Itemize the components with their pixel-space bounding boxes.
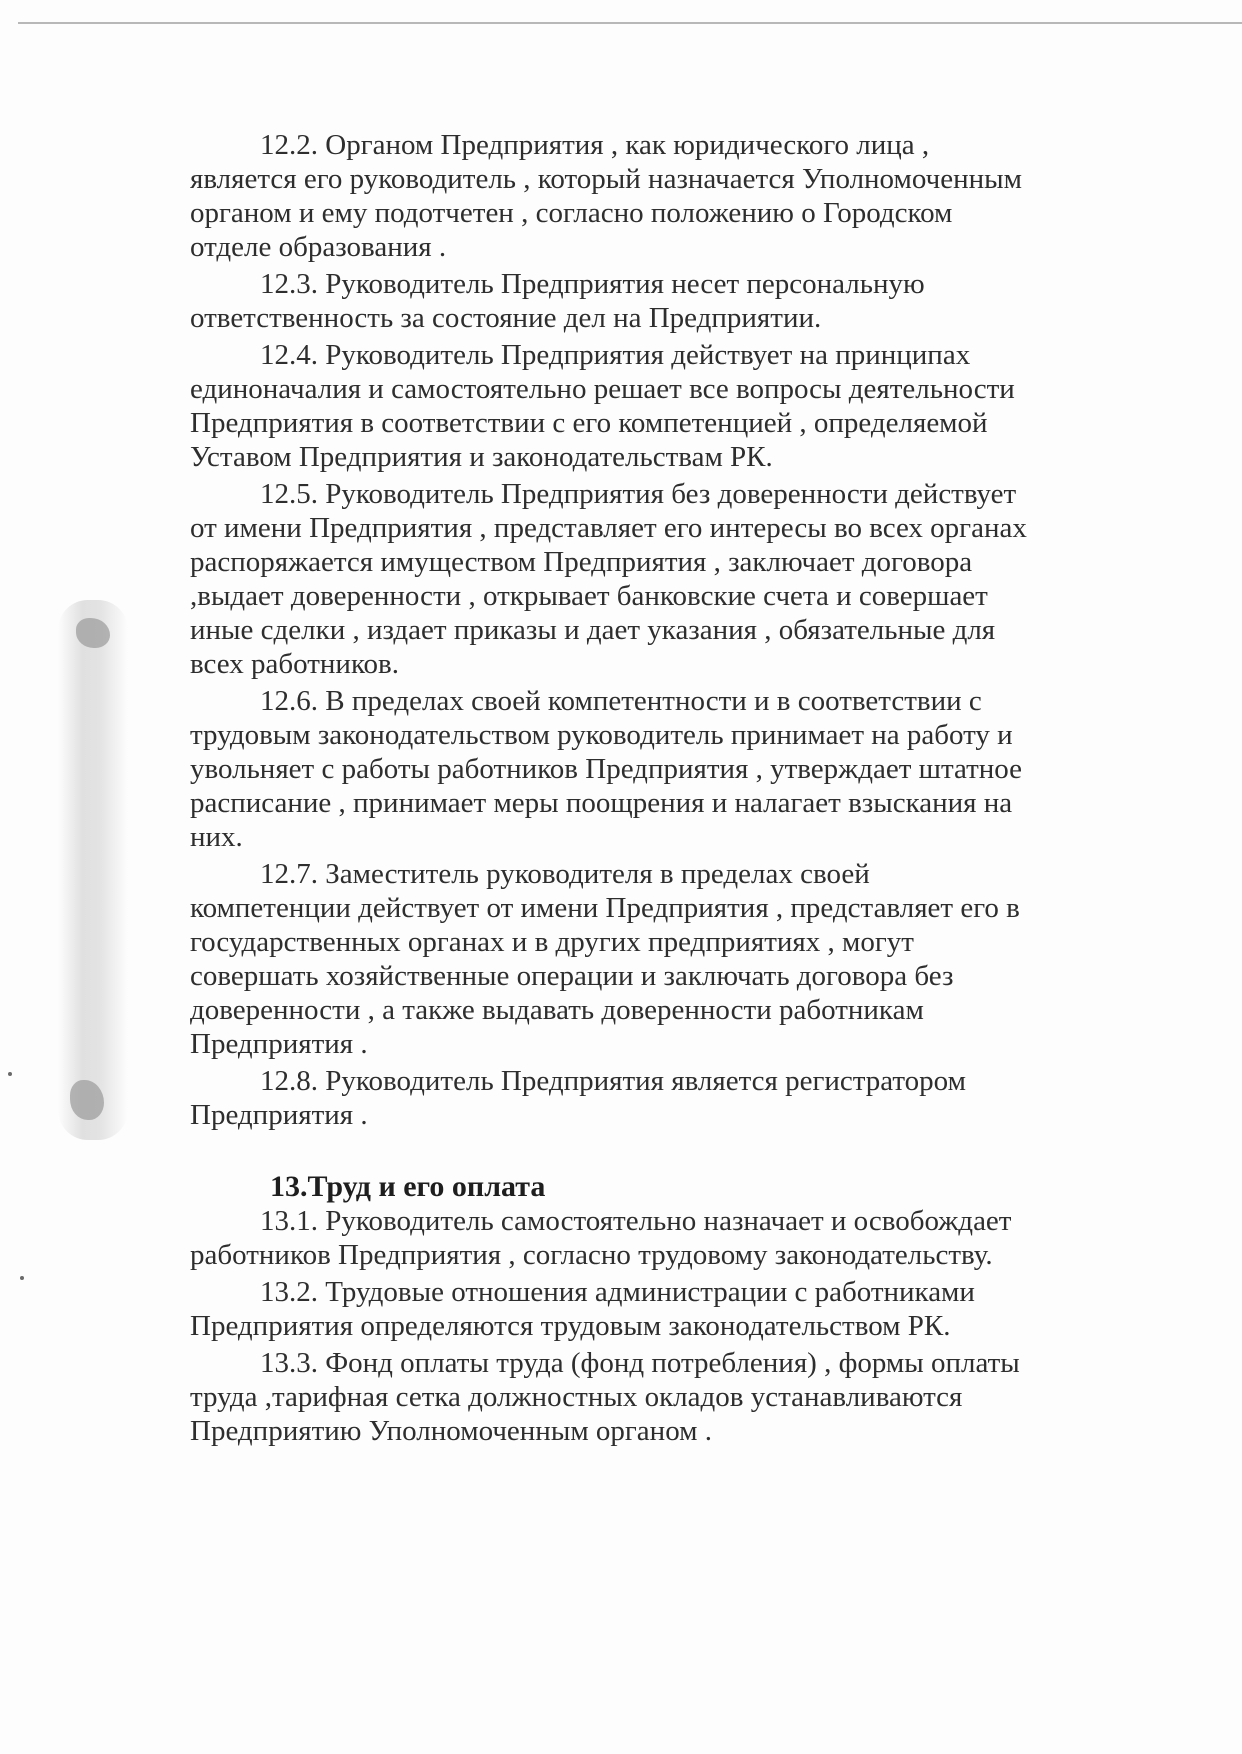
paragraph-line: от имени Предприятия , представляет его интересы во всех органах	[190, 512, 1027, 544]
scan-speck	[8, 1072, 12, 1076]
paragraph-line: ответственность за состояние дел на Предприятии.	[190, 302, 822, 334]
paragraph-12-8	[190, 1064, 1180, 1132]
paragraph-line: расписание , принимает меры поощрения и налагает взыскания на	[190, 787, 1013, 819]
paragraph-line: 13.3. Фонд оплаты труда (фонд потребления) , формы оплаты	[260, 1347, 1020, 1379]
paragraph-line: 12.7. Заместитель руководителя в пределах своей	[260, 858, 870, 890]
paragraph-13-2	[190, 1275, 1180, 1343]
paragraph-12-2	[190, 128, 1180, 264]
paragraph-line: 12.5. Руководитель Предприятия без доверенности действует	[260, 478, 1017, 510]
paragraph-line: отделе образования .	[190, 231, 447, 263]
scan-speck	[20, 1276, 24, 1280]
paragraph-line: Предприятия определяются трудовым законодательством РК.	[190, 1310, 951, 1342]
paragraph-12-5	[190, 477, 1180, 681]
paragraph-line: доверенности , а также выдавать доверенности работникам	[190, 994, 924, 1026]
paragraph-line: совершать хозяйственные операции и заключать договора без	[190, 960, 954, 992]
document-body	[190, 128, 1180, 1451]
paragraph-12-4	[190, 338, 1180, 474]
paragraph-line: всех работников.	[190, 648, 400, 680]
paragraph-line: 12.6. В пределах своей компетентности и в соответствии с	[260, 685, 982, 717]
paragraph-13-3	[190, 1346, 1180, 1448]
page-top-edge	[18, 22, 1242, 24]
paragraph-line: 12.8. Руководитель Предприятия является регистратором	[260, 1065, 966, 1097]
paragraph-line: Предприятия .	[190, 1099, 368, 1131]
paragraph-line: компетенции действует от имени Предприятия , представляет его в	[190, 892, 1020, 924]
paragraph-12-7	[190, 857, 1180, 1061]
section-13-heading: 13.Труд и его оплата	[270, 1170, 546, 1203]
paragraph-line: 13.1. Руководитель самостоятельно назначает и освобождает	[260, 1205, 1012, 1237]
paragraph-line: трудовым законодательством руководитель принимает на работу и	[190, 719, 1013, 751]
paragraph-line: ,выдает доверенности , открывает банковские счета и совершает	[190, 580, 988, 612]
paragraph-line: органом и ему подотчетен , согласно положению о Городском	[190, 197, 953, 229]
paragraph-line: работников Предприятия , согласно трудовому законодательству.	[190, 1239, 993, 1271]
paragraph-line: 12.4. Руководитель Предприятия действует на принципах	[260, 339, 971, 371]
paragraph-line: увольняет с работы работников Предприятия , утверждает штатное	[190, 753, 1023, 785]
paragraph-line: Предприятия .	[190, 1028, 368, 1060]
paragraph-12-3	[190, 267, 1180, 335]
paragraph-line: Предприятия в соответствии с его компетенцией , определяемой	[190, 407, 988, 439]
paragraph-12-6	[190, 684, 1180, 854]
paragraph-line: распоряжается имуществом Предприятия , заключает договора	[190, 546, 973, 578]
paragraph-line: 12.2. Органом Предприятия , как юридического лица ,	[260, 129, 930, 161]
paragraph-line: иные сделки , издает приказы и дает указания , обязательные для	[190, 614, 996, 646]
section-12-paragraphs	[190, 128, 1180, 1132]
paragraph-line: них.	[190, 821, 243, 853]
paragraph-line: является его руководитель , который назначается Уполномоченным	[190, 163, 1022, 195]
paragraph-line: государственных органах и в других предприятиях , могут	[190, 926, 914, 958]
section-13-paragraphs	[190, 1204, 1180, 1448]
paragraph-line: Уставом Предприятия и законодательствам РК.	[190, 441, 773, 473]
paragraph-line: 13.2. Трудовые отношения администрации с работниками	[260, 1276, 975, 1308]
paragraph-line: труда ,тарифная сетка должностных окладов устанавливаются	[190, 1381, 963, 1413]
paragraph-line: 12.3. Руководитель Предприятия несет персональную	[260, 268, 925, 300]
paragraph-line: Предприятию Уполномоченным органом .	[190, 1415, 712, 1447]
paragraph-line: единоначалия и самостоятельно решает все вопросы деятельности	[190, 373, 1015, 405]
binding-shadow	[58, 600, 128, 1140]
paragraph-13-1	[190, 1204, 1180, 1272]
